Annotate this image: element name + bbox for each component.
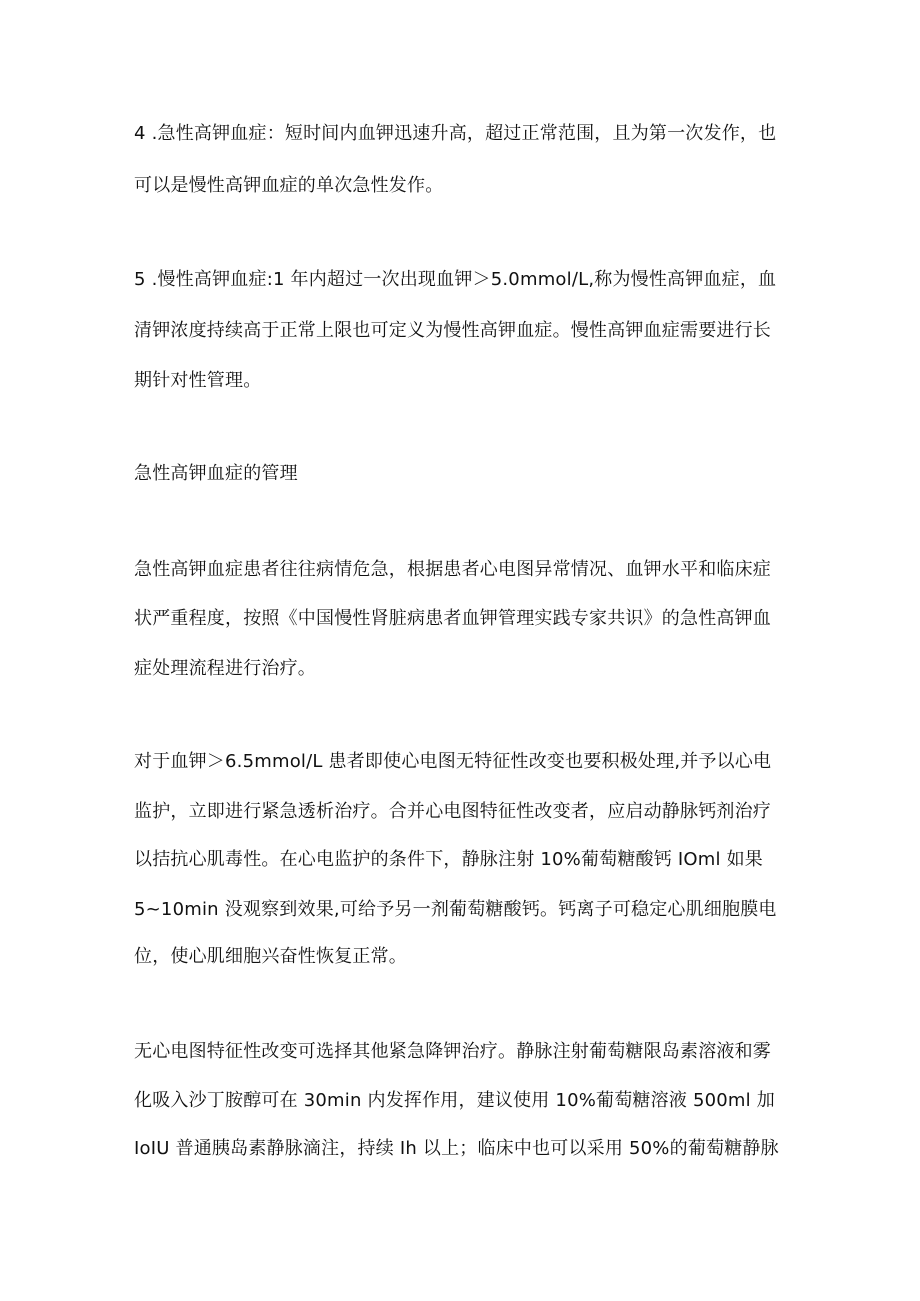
paragraph-2-line-2: 清钾浓度持续高于正常上限也可定义为慢性高钾血症。慢性高钾血症需要进行长 [134, 320, 771, 341]
paragraph-2-line-3: 期针对性管理。 [134, 370, 262, 391]
paragraph-4-line-1: 对于血钾＞6.5mmol/L 患者即使心电图无特征性改变也要积极处理,并予以心电 [134, 751, 772, 772]
paragraph-5-line-1: 无心电图特征性改变可选择其他紧急降钾治疗。静脉注射葡萄糖限岛素溶液和雾 [134, 1041, 771, 1062]
paragraph-4-line-5: 位，使心肌细胞兴奋性恢复正常。 [134, 946, 407, 967]
paragraph-3-line-2: 状严重程度，按照《中国慢性肾脏病患者血钾管理实践专家共识》的急性高钾血 [134, 608, 771, 629]
paragraph-3-line-1: 急性高钾血症患者往往病情危急，根据患者心电图异常情况、血钾水平和临床症 [134, 559, 771, 580]
paragraph-1-line-1: 4 .急性高钾血症：短时间内血钾迅速升高，超过正常范围，且为第一次发作，也 [134, 123, 777, 144]
paragraph-3-line-3: 症处理流程进行治疗。 [134, 658, 316, 679]
section-heading: 急性高钾血症的管理 [134, 463, 298, 484]
paragraph-4-line-4: 5~10min 没观察到效果,可给予另一剂葡萄糖酸钙。钙离子可稳定心肌细胞膜电 [134, 899, 777, 920]
paragraph-4-line-2: 监护，立即进行紧急透析治疗。合并心电图特征性改变者，应启动静脉钙剂治疗 [134, 801, 771, 822]
paragraph-1-line-2: 可以是慢性高钾血症的单次急性发作。 [134, 175, 444, 196]
paragraph-4-line-3: 以拮抗心肌毒性。在心电监护的条件下，静脉注射 10%葡萄糖酸钙 IOml 如果 [134, 849, 763, 870]
paragraph-5-line-2: 化吸入沙丁胺醇可在 30min 内发挥作用，建议使用 10%葡萄糖溶液 500ml 加 [134, 1090, 775, 1111]
paragraph-5-line-3: IoIU 普通胰岛素静脉滴注，持续 Ih 以上；临床中也可以采用 50%的葡萄糖静脉 [134, 1138, 779, 1159]
paragraph-2-line-1: 5 .慢性高钾血症:1 年内超过一次出现血钾＞5.0mmol∕L,称为慢性高钾血症，血 [134, 269, 777, 290]
